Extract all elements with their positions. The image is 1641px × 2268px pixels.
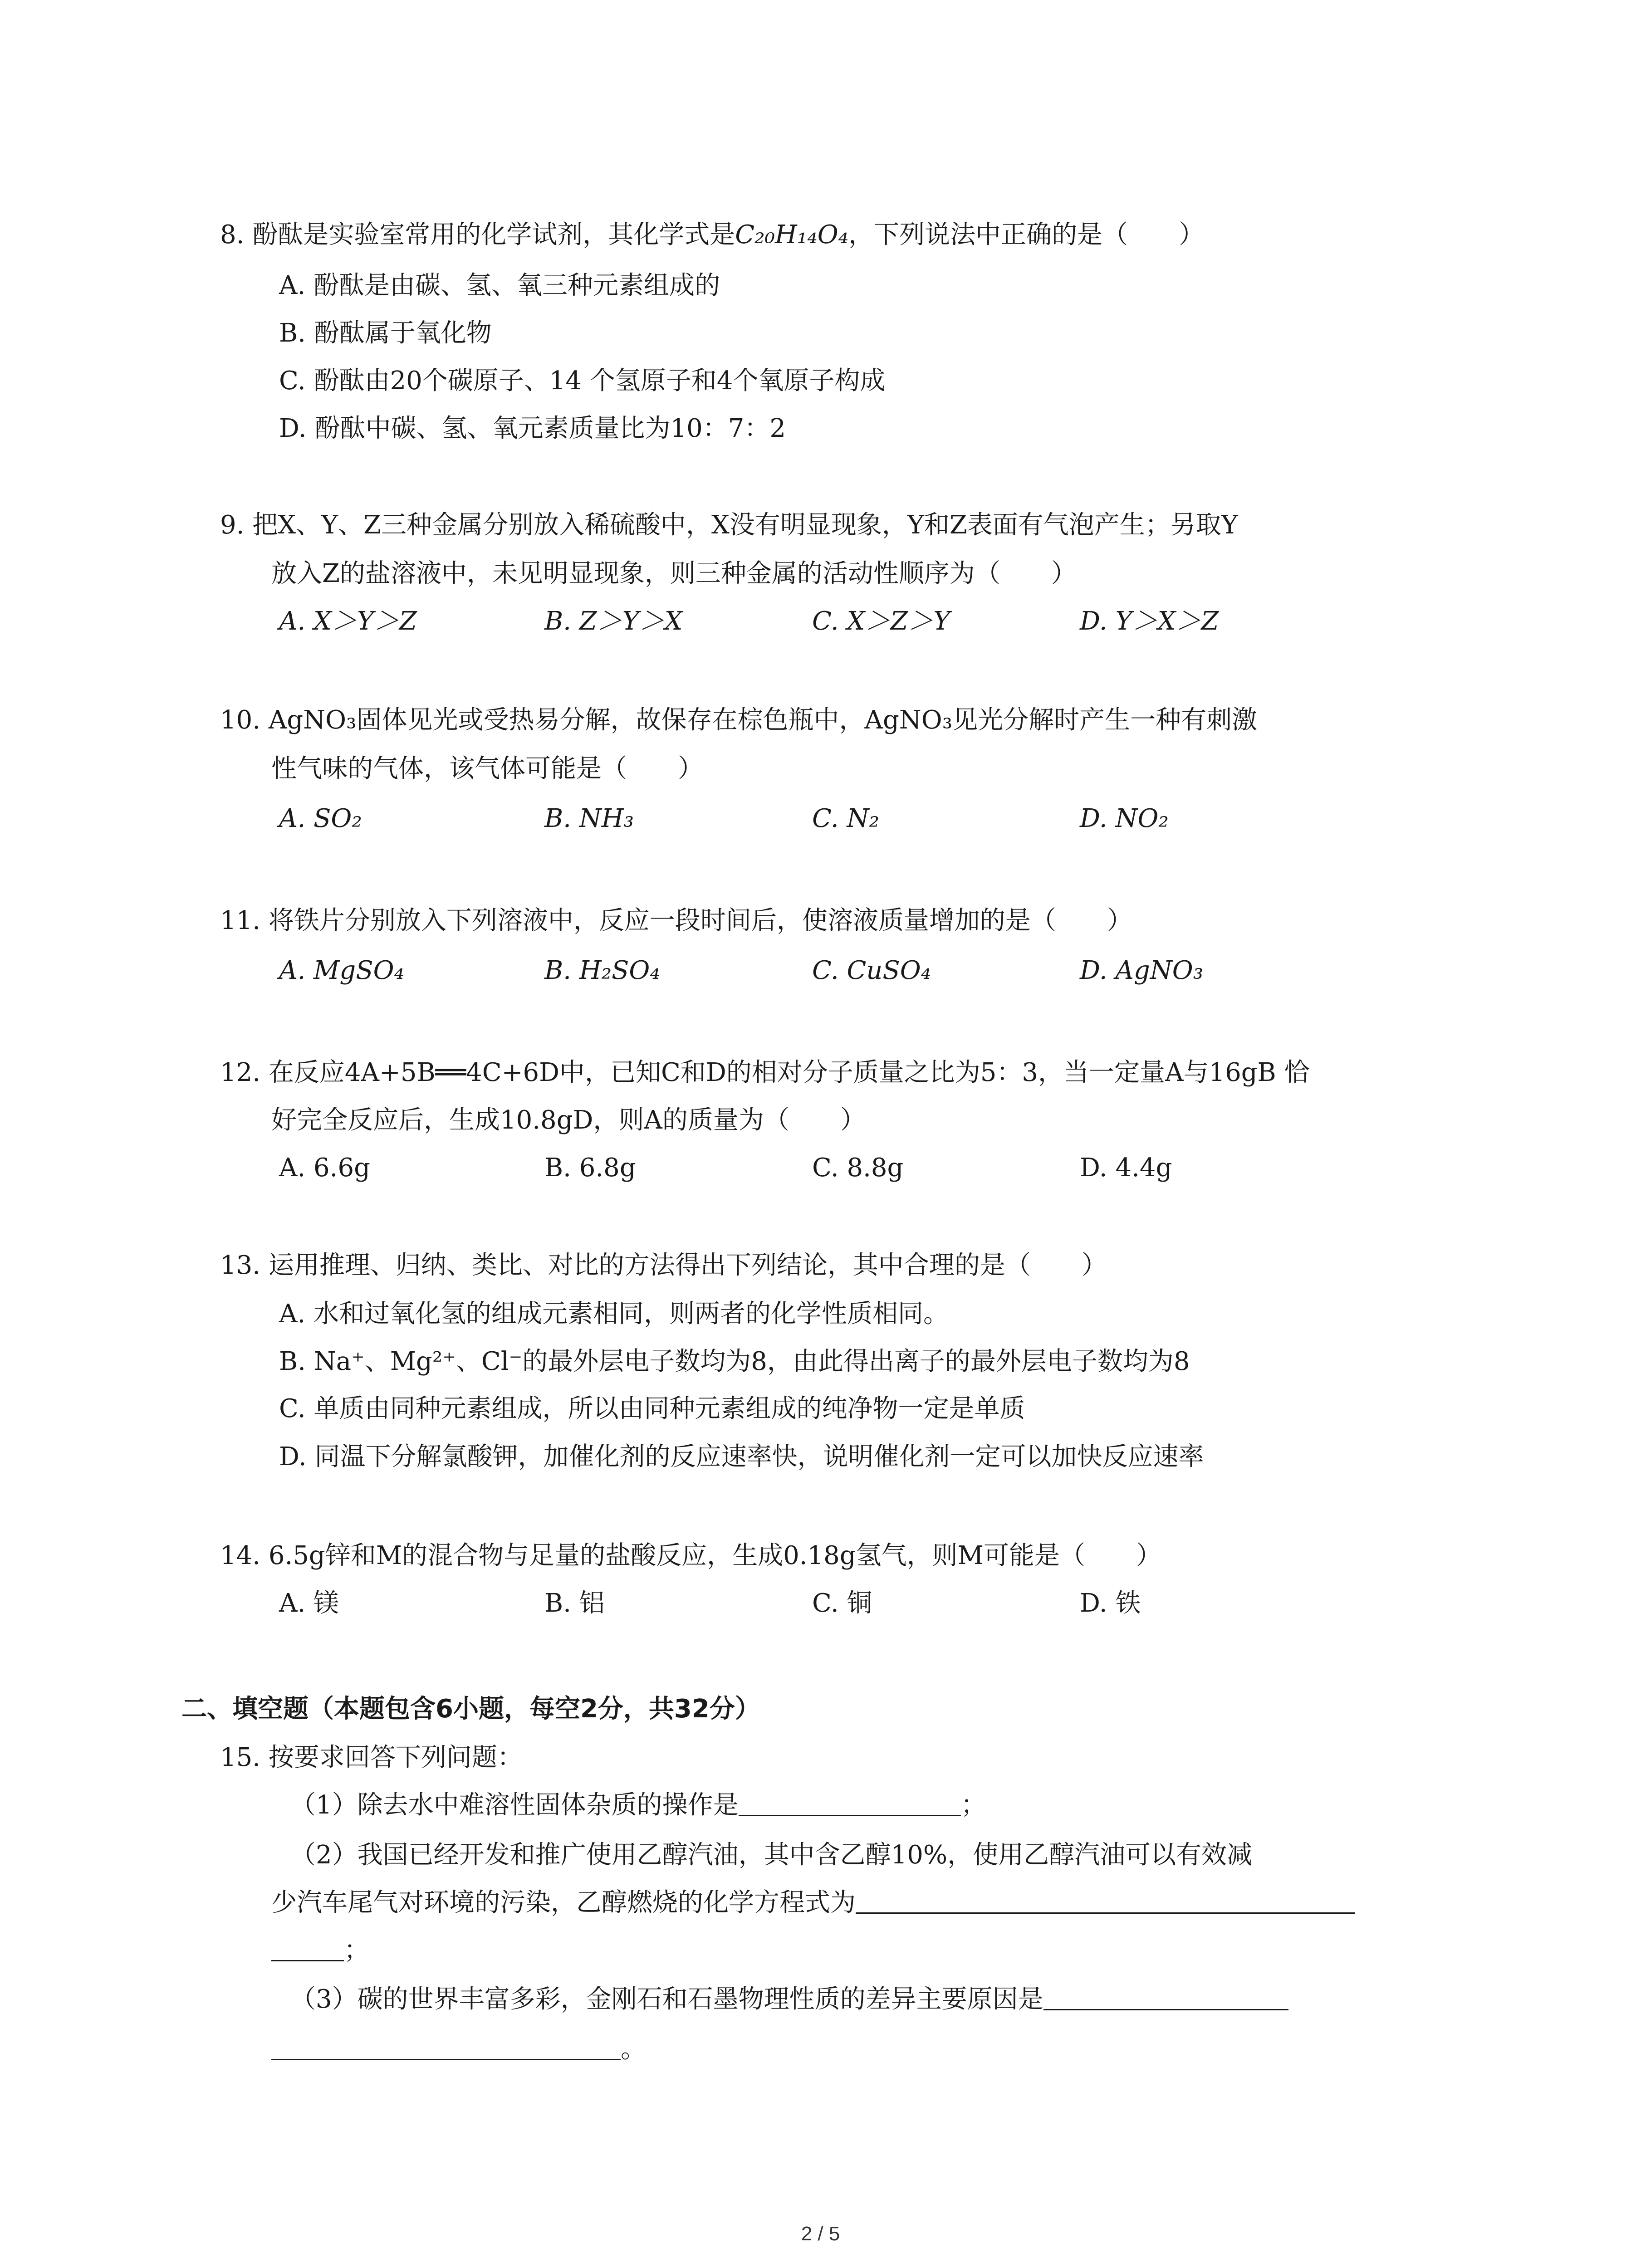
section-heading: 二、填空题（本题包含6小题，每空2分，共32分）: [181, 1694, 760, 1724]
q15-part1-text: （1）除去水中难溶性固体杂质的操作是: [290, 1790, 739, 1820]
q15-part3-answer-blank-cont[interactable]: [271, 2033, 621, 2060]
q15-part3: [290, 1981, 1288, 2018]
q10-option-b: B. NH₃: [544, 804, 634, 833]
q12-line2: 好完全反应后，生成10.8gD，则A的质量为（ ）: [271, 1105, 866, 1135]
q12-option-a: A. 6.6g: [279, 1153, 370, 1183]
q8-option-c: C. 酚酞由20个碳原子、14 个氢原子和4个氧原子构成: [279, 366, 886, 396]
q14-line1: 14. 6.5g锌和M的混合物与足量的盐酸反应，生成0.18g氢气，则M可能是（ ）: [220, 1541, 1161, 1570]
q13-option-c: C. 单质由同种元素组成，所以由同种元素组成的纯净物一定是单质: [279, 1394, 1025, 1423]
q9-option-a: A. X＞Y＞Z: [279, 606, 417, 636]
q14-option-d: D. 铁: [1080, 1589, 1141, 1618]
q13-option-a: A. 水和过氧化氢的组成元素相同，则两者的化学性质相同。: [279, 1299, 949, 1329]
q13-option-b: B. Na⁺、Mg²⁺、Cl⁻的最外层电子数均为8，由此得出离子的最外层电子数均为8: [279, 1347, 1190, 1376]
q11-option-a: A. MgSO₄: [279, 956, 404, 985]
q8-stem-post: ，下列说法中正确的是（ ）: [848, 220, 1205, 249]
q9-option-b: B. Z＞Y＞X: [544, 606, 683, 636]
q15-part1-end: ；: [960, 1790, 986, 1820]
q8-option-d: D. 酚酞中碳、氢、氧元素质量比为10：7：2: [279, 414, 786, 443]
q13-option-d: D. 同温下分解氯酸钾，加催化剂的反应速率快，说明催化剂一定可以加快反应速率: [279, 1442, 1204, 1471]
q9-option-c: C. X＞Z＞Y: [812, 606, 950, 636]
q9-line1: 9. 把X、Y、Z三种金属分别放入稀硫酸中，X没有明显现象，Y和Z表面有气泡产生；另取Y: [220, 510, 1238, 540]
q15-part3-end: 。: [621, 2034, 646, 2064]
q11-option-d: D. AgNO₃: [1080, 956, 1204, 985]
q10-option-d: D. NO₂: [1080, 804, 1169, 833]
q10-option-a: A. SO₂: [279, 804, 362, 833]
q14-option-a: A. 镁: [279, 1589, 339, 1618]
q12-option-b: B. 6.8g: [544, 1153, 636, 1183]
q8-formula: C₂₀H₁₄O₄: [735, 220, 849, 249]
q12-line1: 12. 在反应4A+5B══4C+6D中，已知C和D的相对分子质量之比为5：3，当一定量A与16gB 恰: [220, 1058, 1310, 1087]
q15-part2-line1: （2）我国已经开发和推广使用乙醇汽油，其中含乙醇10%，使用乙醇汽油可以有效减: [290, 1840, 1253, 1870]
q15-part2-answer-blank[interactable]: [856, 1887, 1355, 1914]
q15-part3-text: （3）碳的世界丰富多彩，金刚石和石墨物理性质的差异主要原因是: [290, 1984, 1043, 2014]
q15-part2-answer-blank-cont[interactable]: [271, 1935, 344, 1961]
q13-line1: 13. 运用推理、归纳、类比、对比的方法得出下列结论，其中合理的是（ ）: [220, 1251, 1107, 1280]
q10-line2: 性气味的气体，该气体可能是（ ）: [271, 754, 703, 783]
q15-part3-line2: [271, 2031, 646, 2068]
q11-option-c: C. CuSO₄: [812, 956, 931, 985]
q15-part2-line2: [271, 1885, 1355, 1921]
q15-stem: 15. 按要求回答下列问题：: [220, 1743, 523, 1772]
q8-option-b: B. 酚酞属于氧化物: [279, 318, 492, 348]
q15-part1-answer-blank[interactable]: [739, 1789, 961, 1816]
q15-part2-line3: [271, 1932, 369, 1969]
q9-option-d: D. Y＞X＞Z: [1080, 606, 1219, 636]
q8-stem: [220, 217, 1204, 253]
q10-option-c: C. N₂: [812, 804, 879, 833]
q15-part1: [290, 1787, 986, 1823]
q12-option-c: C. 8.8g: [812, 1153, 904, 1183]
q14-option-c: C. 铜: [812, 1589, 872, 1618]
page-number: 2 / 5: [801, 2223, 840, 2245]
q8-option-a: A. 酚酞是由碳、氢、氧三种元素组成的: [279, 271, 720, 300]
q15-part3-answer-blank[interactable]: [1043, 1984, 1288, 2010]
q14-option-b: B. 铝: [544, 1589, 605, 1618]
q12-option-d: D. 4.4g: [1080, 1153, 1172, 1183]
q11-line1: 11. 将铁片分别放入下列溶液中，反应一段时间后，使溶液质量增加的是（ ）: [220, 906, 1132, 935]
q15-part2-text: 少汽车尾气对环境的污染，乙醇燃烧的化学方程式为: [271, 1888, 856, 1917]
q10-line1: 10. AgNO₃固体见光或受热易分解，故保存在棕色瓶中，AgNO₃见光分解时产生一种有刺激: [220, 705, 1258, 735]
q15-part2-end: ；: [344, 1936, 369, 1965]
q9-line2: 放入Z的盐溶液中，未见明显现象，则三种金属的活动性顺序为（ ）: [271, 559, 1077, 588]
q8-stem-pre: 8. 酚酞是实验室常用的化学试剂，其化学式是: [220, 220, 735, 249]
q11-option-b: B. H₂SO₄: [544, 956, 660, 985]
